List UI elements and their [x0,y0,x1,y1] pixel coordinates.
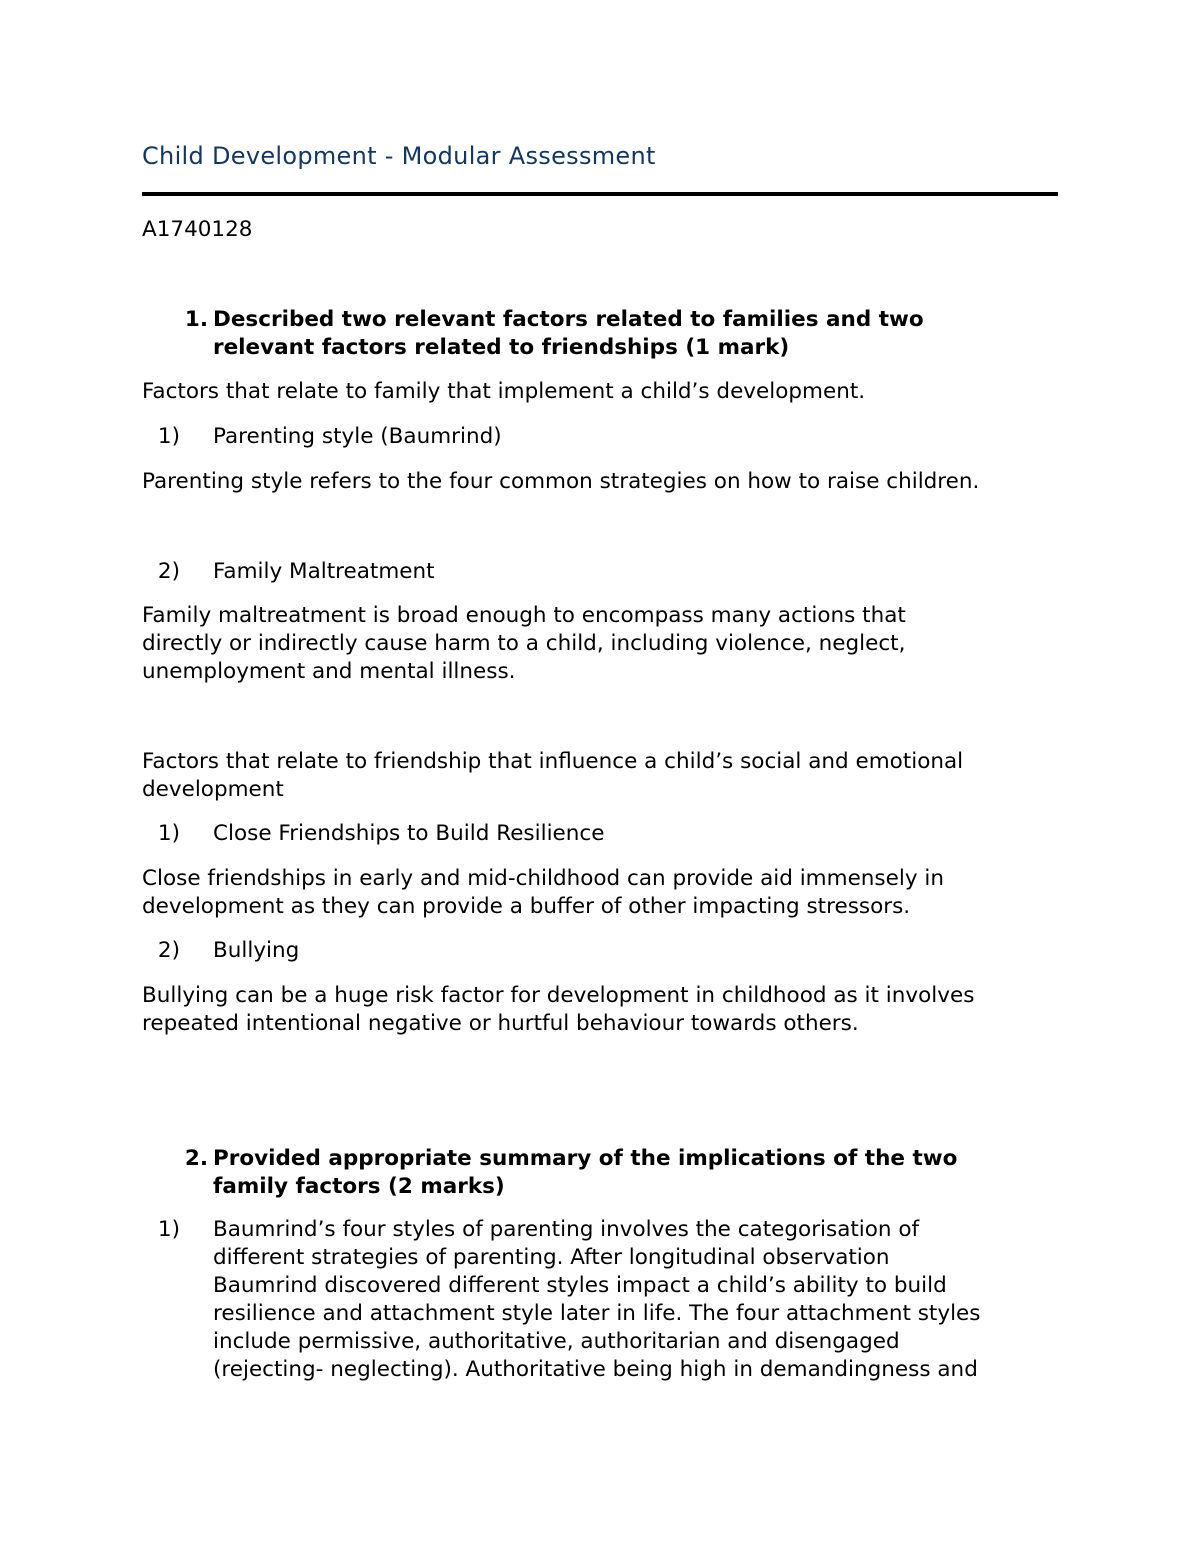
student-id: A1740128 [142,217,253,242]
question-1-number: 1. [184,307,208,332]
question-2-heading-line2: family factors (2 marks) [213,1174,505,1199]
question-2-answer-1-line6: (rejecting- neglecting). Authoritative being high in demandingness and [213,1357,978,1382]
friendship-factor-1-label: Close Friendships to Build Resilience [213,821,605,846]
family-factor-2-label: Family Maltreatment [213,559,435,584]
friendship-factor-2-description-line1: Bullying can be a huge risk factor for development in childhood as it involves [142,983,975,1008]
friendship-factor-1-number: 1) [157,821,180,846]
family-factor-2-number: 2) [157,559,180,584]
question-2-heading-line1: Provided appropriate summary of the implications of the two [213,1146,958,1171]
question-2-number: 2. [184,1146,208,1171]
question-2-answer-1-line5: include permissive, authoritative, authoritarian and disengaged [213,1329,900,1354]
question-2-answer-1-line2: different strategies of parenting. After longitudinal observation [213,1245,890,1270]
friendship-factors-intro-line2: development [142,777,284,802]
family-factors-intro: Factors that relate to family that implement a child’s development. [142,379,866,404]
family-factor-2-description-line2: directly or indirectly cause harm to a child, including violence, neglect, [142,631,906,656]
question-2-answer-1-number: 1) [157,1217,180,1242]
question-1-heading-line1: Described two relevant factors related to families and two [213,307,924,332]
question-2-answer-1-line3: Baumrind discovered different styles impact a child’s ability to build [213,1273,947,1298]
question-1-heading-line2: relevant factors related to friendships (1 mark) [213,335,790,360]
friendship-factors-intro-line1: Factors that relate to friendship that influence a child’s social and emotional [142,749,964,774]
family-factor-2-description-line3: unemployment and mental illness. [142,659,516,684]
question-2-answer-1-line4: resilience and attachment style later in life. The four attachment styles [213,1301,981,1326]
family-factor-1-number: 1) [157,424,180,449]
family-factor-1-description: Parenting style refers to the four common strategies on how to raise children. [142,469,980,494]
friendship-factor-2-number: 2) [157,938,180,963]
family-factor-1-label: Parenting style (Baumrind) [213,424,502,449]
family-factor-2-description-line1: Family maltreatment is broad enough to encompass many actions that [142,603,906,628]
question-2-answer-1-line1: Baumrind’s four styles of parenting involves the categorisation of [213,1217,920,1242]
friendship-factor-2-label: Bullying [213,938,300,963]
title-divider [142,192,1058,196]
document-title: Child Development - Modular Assessment [142,142,656,170]
friendship-factor-1-description-line2: development as they can provide a buffer of other impacting stressors. [142,894,911,919]
friendship-factor-2-description-line2: repeated intentional negative or hurtful behaviour towards others. [142,1011,859,1036]
friendship-factor-1-description-line1: Close friendships in early and mid-childhood can provide aid immensely in [142,866,944,891]
